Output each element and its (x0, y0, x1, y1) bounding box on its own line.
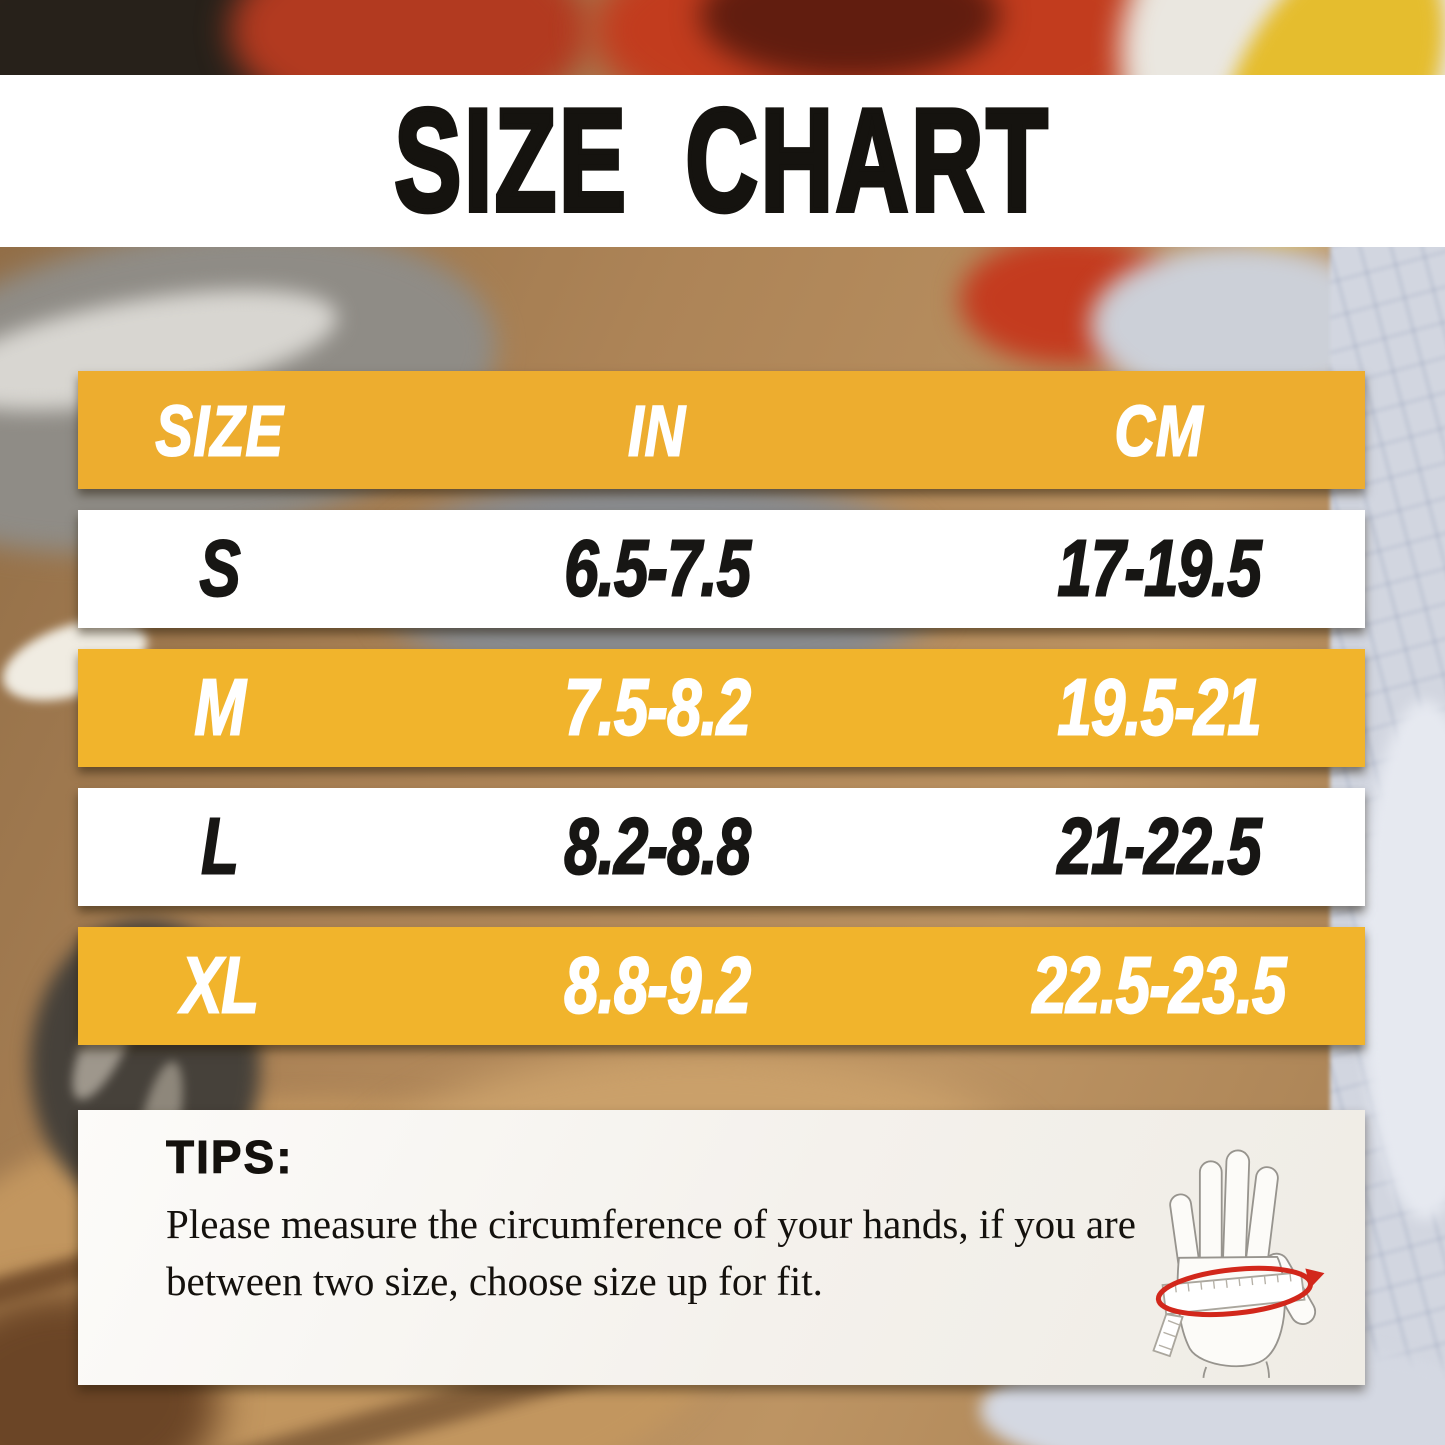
size-table (78, 371, 1365, 1066)
header-cm: CM (1114, 389, 1204, 471)
in-cell: 6.5-7.5 (564, 524, 751, 614)
hand-measure-illustration (1148, 1118, 1330, 1383)
in-cell: 7.5-8.2 (564, 663, 751, 753)
cm-cell: 17-19.5 (1057, 524, 1261, 614)
table-row-m (78, 649, 1365, 767)
page-title: SIZE CHART (394, 79, 1051, 242)
cm-cell: 22.5-23.5 (1032, 941, 1286, 1031)
size-cell: L (201, 802, 238, 892)
tips-body: Please measure the circumference of your hands, if you are between two size, choose size up for fit. (166, 1201, 1136, 1304)
header-in: IN (628, 389, 687, 471)
tips-heading: TIPS: (166, 1131, 294, 1183)
table-row-l (78, 788, 1365, 906)
title-banner (0, 75, 1445, 247)
size-cell: M (194, 663, 245, 753)
cm-cell: 21-22.5 (1057, 802, 1261, 892)
table-row-s (78, 510, 1365, 628)
table-header-row (78, 371, 1365, 489)
hand-measure-icon (1148, 1118, 1330, 1383)
in-cell: 8.2-8.8 (564, 802, 751, 892)
header-size: SIZE (155, 389, 284, 471)
in-cell: 8.8-9.2 (564, 941, 751, 1031)
tips-panel (78, 1110, 1365, 1385)
table-row-xl (78, 927, 1365, 1045)
hand-outline (1169, 1150, 1320, 1366)
cm-cell: 19.5-21 (1057, 663, 1261, 753)
size-cell: XL (180, 941, 259, 1031)
size-cell: S (199, 524, 240, 614)
